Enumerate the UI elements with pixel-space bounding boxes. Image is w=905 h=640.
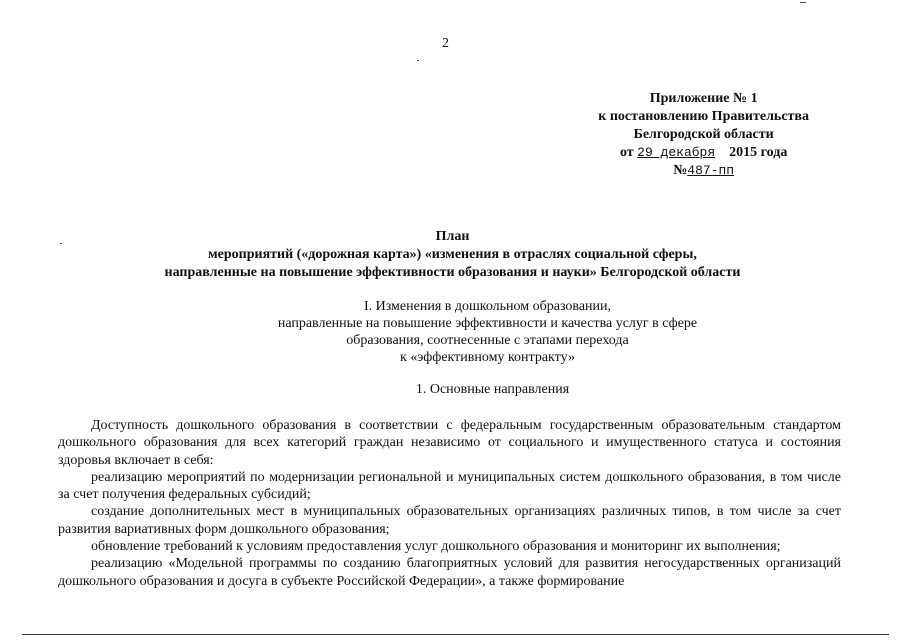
plan-title (0, 228, 905, 282)
paragraph: обновление требований к условиям предоставления услуг дошкольного образования и мониторинг их выполнения; (91, 539, 781, 555)
paragraph: реализацию мероприятий по модернизации региональной и муниципальных систем дошкольного образования, в том числе за счет получения федеральных субсидий; (58, 469, 841, 503)
section-heading-line-4: к «эффективному контракту» (400, 350, 575, 365)
number-handwritten: 487-пп (687, 163, 735, 178)
body-text (58, 417, 841, 590)
plan-title-line-3: направленные на повышение эффективности образования и науки» Белгородской области (164, 265, 741, 280)
date-handwritten: 29 декабря (637, 145, 716, 160)
appendix-block (598, 90, 809, 180)
number-prefix: № (673, 163, 688, 178)
section-heading-line-3: образования, соотнесенные с этапами перехода (346, 333, 629, 348)
paragraph: создание дополнительных мест в муниципальных образовательных организациях различных типов, в том числе за счет развития вариативных форм дошкольного образования; (58, 504, 841, 537)
section-heading-line-2: направленные на повышение эффективности и качества услуг в сфере (277, 316, 698, 331)
date-prefix: от (619, 145, 634, 160)
page-number: 2 (442, 36, 449, 51)
section-heading-line-1: I. Изменения в дошкольном образовании, (363, 299, 612, 314)
scan-speck (417, 60, 419, 61)
appendix-region: Белгородской области (633, 127, 774, 142)
appendix-title: Приложение № 1 (649, 91, 758, 106)
plan-title-line-2: мероприятий («дорожная карта») «изменения в отраслях социальной сферы, (208, 247, 697, 262)
appendix-date (598, 144, 809, 162)
scan-bottom-edge (22, 634, 889, 635)
paragraph: Доступность дошкольного образования в соответствии с федеральным государственным образовательным стандартом дошкольного образования для всех категорий граждан независимо от социального и имущественного статуса и состояния здоровья включает в себя: (58, 418, 841, 468)
subsection-heading: 1. Основные направления (415, 382, 570, 397)
appendix-number (598, 162, 809, 180)
scan-speck (800, 2, 806, 3)
paragraph: реализацию «Модельной программы по созданию благоприятных условий для развития негосударственных организаций дошкольного образования и досуга в субъекте Российской Федерации», а также формирование (58, 556, 841, 589)
appendix-resolution: к постановлению Правительства (598, 109, 809, 124)
scan-speck (60, 243, 62, 244)
plan-title-line-1: План (435, 229, 470, 244)
section-heading (0, 298, 905, 366)
date-suffix: 2015 года (729, 145, 788, 160)
